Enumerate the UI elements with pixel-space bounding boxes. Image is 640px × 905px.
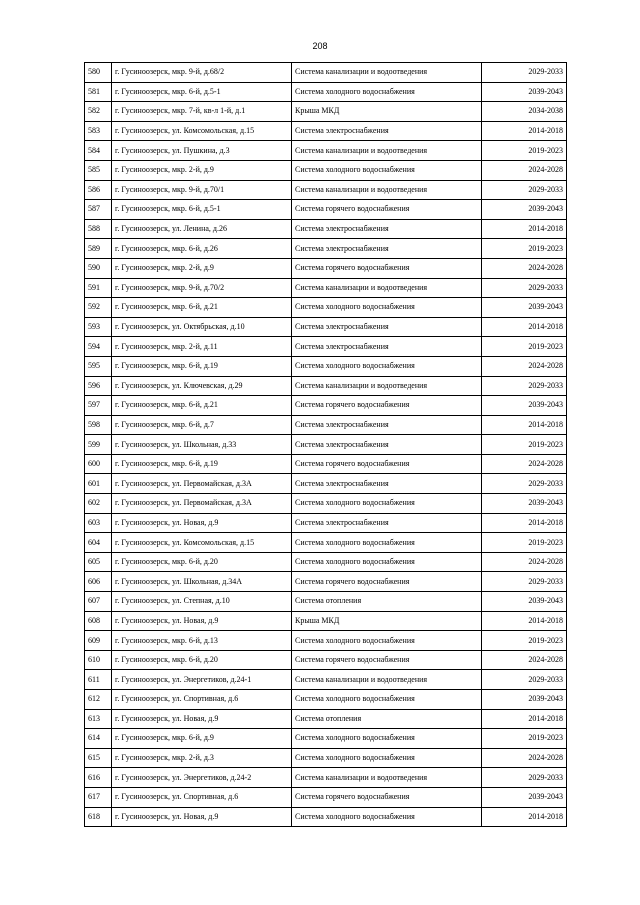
period-cell: 2019-2023 (482, 337, 567, 357)
row-number-cell: 584 (85, 141, 112, 161)
system-cell: Система холодного водоснабжения (292, 690, 482, 710)
table-row (85, 317, 567, 337)
address-cell: г. Гусиноозерск, мкр. 6-й, д.9 (112, 729, 292, 749)
period-cell: 2024-2028 (482, 454, 567, 474)
row-number-cell: 614 (85, 729, 112, 749)
address-cell: г. Гусиноозерск, мкр. 7-й, кв-л 1-й, д.1 (112, 102, 292, 122)
row-number-cell: 605 (85, 552, 112, 572)
period-cell: 2039-2043 (482, 494, 567, 514)
table-row (85, 415, 567, 435)
period-cell: 2014-2018 (482, 121, 567, 141)
address-cell: г. Гусиноозерск, мкр. 2-й, д.3 (112, 748, 292, 768)
row-number-cell: 589 (85, 239, 112, 259)
row-number-cell: 590 (85, 258, 112, 278)
period-cell: 2029-2033 (482, 63, 567, 83)
system-cell: Система холодного водоснабжения (292, 748, 482, 768)
table-row (85, 435, 567, 455)
system-cell: Система горячего водоснабжения (292, 650, 482, 670)
address-cell: г. Гусиноозерск, мкр. 6-й, д.21 (112, 298, 292, 318)
period-cell: 2019-2023 (482, 533, 567, 553)
row-number-cell: 580 (85, 63, 112, 83)
table-row (85, 102, 567, 122)
row-number-cell: 595 (85, 356, 112, 376)
system-cell: Крыша МКД (292, 102, 482, 122)
row-number-cell: 611 (85, 670, 112, 690)
table-row (85, 572, 567, 592)
row-number-cell: 603 (85, 513, 112, 533)
period-cell: 2024-2028 (482, 552, 567, 572)
period-cell: 2039-2043 (482, 396, 567, 416)
address-cell: г. Гусиноозерск, мкр. 9-й, д.70/2 (112, 278, 292, 298)
table-row (85, 729, 567, 749)
address-cell: г. Гусиноозерск, ул. Ключевская, д.29 (112, 376, 292, 396)
table-row (85, 454, 567, 474)
system-cell: Система электроснабжения (292, 513, 482, 533)
period-cell: 2024-2028 (482, 160, 567, 180)
table-row (85, 494, 567, 514)
row-number-cell: 615 (85, 748, 112, 768)
period-cell: 2039-2043 (482, 298, 567, 318)
address-cell: г. Гусиноозерск, ул. Октябрьская, д.10 (112, 317, 292, 337)
period-cell: 2039-2043 (482, 82, 567, 102)
period-cell: 2014-2018 (482, 317, 567, 337)
table-row (85, 200, 567, 220)
period-cell: 2019-2023 (482, 239, 567, 259)
system-cell: Система холодного водоснабжения (292, 729, 482, 749)
table-row (85, 670, 567, 690)
system-cell: Система канализации и водоотведения (292, 141, 482, 161)
table-row (85, 180, 567, 200)
address-cell: г. Гусиноозерск, мкр. 2-й, д.11 (112, 337, 292, 357)
system-cell: Система канализации и водоотведения (292, 670, 482, 690)
address-cell: г. Гусиноозерск, ул. Спортивная, д.6 (112, 787, 292, 807)
period-cell: 2014-2018 (482, 219, 567, 239)
period-cell: 2019-2023 (482, 631, 567, 651)
address-cell: г. Гусиноозерск, мкр. 2-й, д.9 (112, 160, 292, 180)
address-cell: г. Гусиноозерск, ул. Новая, д.9 (112, 709, 292, 729)
address-cell: г. Гусиноозерск, ул. Комсомольская, д.15 (112, 533, 292, 553)
table-row (85, 356, 567, 376)
address-cell: г. Гусиноозерск, ул. Ленина, д.26 (112, 219, 292, 239)
row-number-cell: 610 (85, 650, 112, 670)
row-number-cell: 600 (85, 454, 112, 474)
row-number-cell: 617 (85, 787, 112, 807)
address-cell: г. Гусиноозерск, мкр. 6-й, д.19 (112, 454, 292, 474)
period-cell: 2029-2033 (482, 376, 567, 396)
address-cell: г. Гусиноозерск, ул. Энергетиков, д.24-2 (112, 768, 292, 788)
row-number-cell: 602 (85, 494, 112, 514)
system-cell: Система холодного водоснабжения (292, 533, 482, 553)
system-cell: Система канализации и водоотведения (292, 278, 482, 298)
table-row (85, 552, 567, 572)
system-cell: Система электроснабжения (292, 239, 482, 259)
period-cell: 2029-2033 (482, 572, 567, 592)
system-cell: Система электроснабжения (292, 121, 482, 141)
system-cell: Система горячего водоснабжения (292, 454, 482, 474)
table-row (85, 278, 567, 298)
address-cell: г. Гусиноозерск, ул. Школьная, д.34А (112, 572, 292, 592)
system-cell: Система горячего водоснабжения (292, 258, 482, 278)
address-cell: г. Гусиноозерск, мкр. 6-й, д.26 (112, 239, 292, 259)
table-row (85, 513, 567, 533)
system-cell: Система электроснабжения (292, 415, 482, 435)
address-cell: г. Гусиноозерск, мкр. 6-й, д.5-1 (112, 200, 292, 220)
period-cell: 2029-2033 (482, 278, 567, 298)
row-number-cell: 608 (85, 611, 112, 631)
row-number-cell: 583 (85, 121, 112, 141)
repair-schedule-table (84, 62, 567, 827)
table-row (85, 787, 567, 807)
row-number-cell: 588 (85, 219, 112, 239)
system-cell: Система электроснабжения (292, 435, 482, 455)
system-cell: Система канализации и водоотведения (292, 768, 482, 788)
row-number-cell: 609 (85, 631, 112, 651)
address-cell: г. Гусиноозерск, ул. Школьная, д.33 (112, 435, 292, 455)
address-cell: г. Гусиноозерск, мкр. 6-й, д.5-1 (112, 82, 292, 102)
address-cell: г. Гусиноозерск, мкр. 6-й, д.21 (112, 396, 292, 416)
system-cell: Система горячего водоснабжения (292, 200, 482, 220)
row-number-cell: 613 (85, 709, 112, 729)
table-row (85, 82, 567, 102)
table-row (85, 160, 567, 180)
row-number-cell: 594 (85, 337, 112, 357)
table-row (85, 748, 567, 768)
system-cell: Система холодного водоснабжения (292, 552, 482, 572)
table-row (85, 121, 567, 141)
system-cell: Система холодного водоснабжения (292, 631, 482, 651)
table-row (85, 592, 567, 612)
row-number-cell: 591 (85, 278, 112, 298)
period-cell: 2024-2028 (482, 748, 567, 768)
row-number-cell: 582 (85, 102, 112, 122)
table-row (85, 141, 567, 161)
row-number-cell: 587 (85, 200, 112, 220)
period-cell: 2029-2033 (482, 768, 567, 788)
period-cell: 2029-2033 (482, 180, 567, 200)
row-number-cell: 616 (85, 768, 112, 788)
period-cell: 2029-2033 (482, 474, 567, 494)
row-number-cell: 607 (85, 592, 112, 612)
address-cell: г. Гусиноозерск, ул. Степная, д.10 (112, 592, 292, 612)
table-row (85, 768, 567, 788)
address-cell: г. Гусиноозерск, ул. Комсомольская, д.15 (112, 121, 292, 141)
address-cell: г. Гусиноозерск, мкр. 6-й, д.20 (112, 552, 292, 572)
row-number-cell: 604 (85, 533, 112, 553)
system-cell: Система электроснабжения (292, 219, 482, 239)
system-cell: Система отопления (292, 709, 482, 729)
row-number-cell: 599 (85, 435, 112, 455)
row-number-cell: 593 (85, 317, 112, 337)
period-cell: 2039-2043 (482, 592, 567, 612)
period-cell: 2029-2033 (482, 670, 567, 690)
table-row (85, 807, 567, 827)
address-cell: г. Гусиноозерск, ул. Спортивная, д.6 (112, 690, 292, 710)
address-cell: г. Гусиноозерск, ул. Пушкина, д.3 (112, 141, 292, 161)
system-cell: Система холодного водоснабжения (292, 82, 482, 102)
address-cell: г. Гусиноозерск, мкр. 9-й, д.70/1 (112, 180, 292, 200)
system-cell: Система горячего водоснабжения (292, 396, 482, 416)
period-cell: 2039-2043 (482, 787, 567, 807)
row-number-cell: 598 (85, 415, 112, 435)
row-number-cell: 596 (85, 376, 112, 396)
table-row (85, 533, 567, 553)
table-row (85, 337, 567, 357)
address-cell: г. Гусиноозерск, мкр. 9-й, д.68/2 (112, 63, 292, 83)
table-row (85, 258, 567, 278)
period-cell: 2014-2018 (482, 709, 567, 729)
period-cell: 2024-2028 (482, 258, 567, 278)
system-cell: Система отопления (292, 592, 482, 612)
address-cell: г. Гусиноозерск, мкр. 2-й, д.9 (112, 258, 292, 278)
table-row (85, 376, 567, 396)
address-cell: г. Гусиноозерск, мкр. 6-й, д.20 (112, 650, 292, 670)
system-cell: Система горячего водоснабжения (292, 572, 482, 592)
period-cell: 2014-2018 (482, 611, 567, 631)
system-cell: Система канализации и водоотведения (292, 376, 482, 396)
table-body (85, 63, 567, 827)
period-cell: 2039-2043 (482, 200, 567, 220)
address-cell: г. Гусиноозерск, мкр. 6-й, д.13 (112, 631, 292, 651)
period-cell: 2024-2028 (482, 650, 567, 670)
table-row (85, 650, 567, 670)
row-number-cell: 597 (85, 396, 112, 416)
row-number-cell: 606 (85, 572, 112, 592)
system-cell: Система холодного водоснабжения (292, 298, 482, 318)
row-number-cell: 586 (85, 180, 112, 200)
period-cell: 2039-2043 (482, 690, 567, 710)
row-number-cell: 585 (85, 160, 112, 180)
system-cell: Система электроснабжения (292, 337, 482, 357)
table-row (85, 239, 567, 259)
row-number-cell: 618 (85, 807, 112, 827)
system-cell: Система холодного водоснабжения (292, 356, 482, 376)
system-cell: Система холодного водоснабжения (292, 494, 482, 514)
table-row (85, 690, 567, 710)
period-cell: 2024-2028 (482, 356, 567, 376)
table-row (85, 631, 567, 651)
table-row (85, 474, 567, 494)
address-cell: г. Гусиноозерск, ул. Энергетиков, д.24-1 (112, 670, 292, 690)
table-row (85, 611, 567, 631)
period-cell: 2019-2023 (482, 141, 567, 161)
table-row (85, 396, 567, 416)
system-cell: Система электроснабжения (292, 474, 482, 494)
address-cell: г. Гусиноозерск, ул. Новая, д.9 (112, 611, 292, 631)
period-cell: 2014-2018 (482, 415, 567, 435)
period-cell: 2014-2018 (482, 513, 567, 533)
period-cell: 2014-2018 (482, 807, 567, 827)
address-cell: г. Гусиноозерск, ул. Новая, д.9 (112, 807, 292, 827)
system-cell: Система канализации и водоотведения (292, 180, 482, 200)
period-cell: 2034-2038 (482, 102, 567, 122)
period-cell: 2019-2023 (482, 729, 567, 749)
table-row (85, 709, 567, 729)
row-number-cell: 581 (85, 82, 112, 102)
system-cell: Крыша МКД (292, 611, 482, 631)
address-cell: г. Гусиноозерск, ул. Первомайская, д.3А (112, 494, 292, 514)
page-number: 208 (312, 41, 328, 51)
system-cell: Система канализации и водоотведения (292, 63, 482, 83)
system-cell: Система холодного водоснабжения (292, 807, 482, 827)
address-cell: г. Гусиноозерск, мкр. 6-й, д.7 (112, 415, 292, 435)
table-row (85, 219, 567, 239)
system-cell: Система горячего водоснабжения (292, 787, 482, 807)
system-cell: Система электроснабжения (292, 317, 482, 337)
row-number-cell: 601 (85, 474, 112, 494)
address-cell: г. Гусиноозерск, мкр. 6-й, д.19 (112, 356, 292, 376)
row-number-cell: 592 (85, 298, 112, 318)
table-row (85, 63, 567, 83)
address-cell: г. Гусиноозерск, ул. Первомайская, д.3А (112, 474, 292, 494)
row-number-cell: 612 (85, 690, 112, 710)
period-cell: 2019-2023 (482, 435, 567, 455)
address-cell: г. Гусиноозерск, ул. Новая, д.9 (112, 513, 292, 533)
system-cell: Система холодного водоснабжения (292, 160, 482, 180)
table-row (85, 298, 567, 318)
